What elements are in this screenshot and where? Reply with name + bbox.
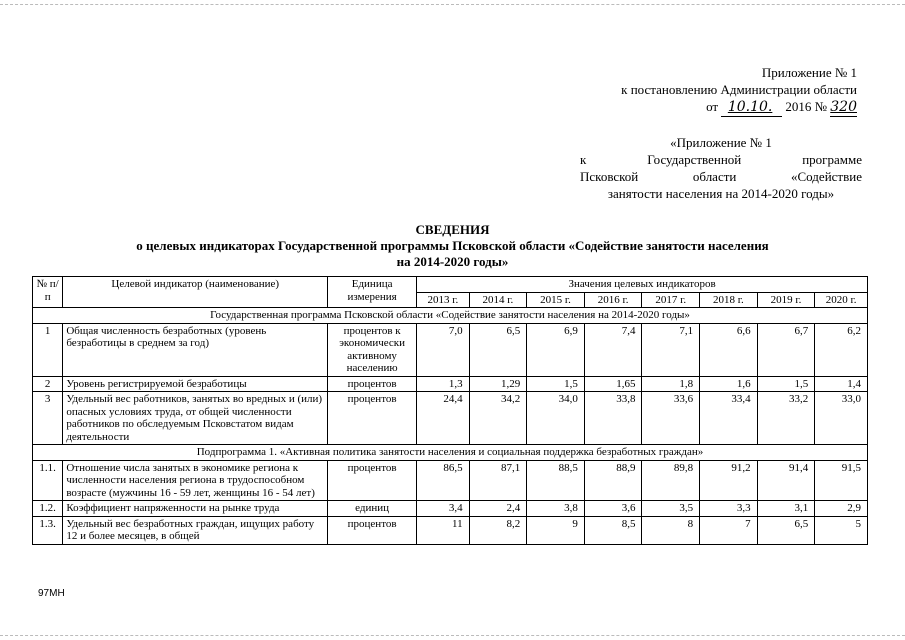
word: программе	[802, 152, 862, 167]
section-row	[33, 445, 868, 461]
row-value: 91,2	[700, 460, 758, 501]
number-handwritten: 320	[830, 99, 857, 115]
row-value: 3,6	[584, 501, 642, 517]
table-row	[33, 376, 868, 392]
document-heading	[20, 222, 885, 270]
approval-block	[557, 64, 857, 117]
row-value: 1,8	[642, 376, 700, 392]
row-value: 6,7	[757, 323, 815, 376]
row-num: 1.1.	[33, 460, 63, 501]
row-value: 33,4	[700, 392, 758, 445]
row-value: 88,5	[527, 460, 585, 501]
header-unit: Единица измерения	[328, 277, 417, 308]
row-value: 3,5	[642, 501, 700, 517]
row-value: 33,0	[815, 392, 868, 445]
row-value: 87,1	[469, 460, 527, 501]
date-prefix: от	[706, 99, 719, 114]
word: к	[580, 152, 587, 167]
heading-subtitle-2: на 2014-2020 годы»	[396, 254, 509, 269]
row-value: 88,9	[584, 460, 642, 501]
row-unit: единиц	[328, 501, 417, 517]
header-values-group: Значения целевых индикаторов	[417, 277, 868, 293]
header-year: 2020 г.	[815, 292, 868, 308]
row-indicator: Коэффициент напряженности на рынке труда	[63, 501, 328, 517]
row-value: 6,6	[700, 323, 758, 376]
row-value: 24,4	[417, 392, 470, 445]
row-indicator: Удельный вес безработных граждан, ищущих работу 12 и более месяцев, в общей	[63, 516, 328, 544]
row-value: 3,1	[757, 501, 815, 517]
indicators-table	[32, 276, 868, 545]
word: «Содействие	[791, 169, 862, 184]
table-row	[33, 392, 868, 445]
row-unit: процентов	[328, 392, 417, 445]
program-reference	[580, 134, 862, 202]
program-ref-line4: занятости населения на 2014-2020 годы»	[607, 186, 835, 201]
row-value: 7	[700, 516, 758, 544]
row-unit: процентов	[328, 376, 417, 392]
approval-decree-ref: к постановлению Администрации области	[621, 82, 857, 97]
row-value: 7,4	[584, 323, 642, 376]
header-year: 2016 г.	[584, 292, 642, 308]
row-value: 1,5	[527, 376, 585, 392]
section-subprogram-title: Подпрограмма 1. «Активная политика занятости населения и социальная поддержка безработных граждан»	[33, 445, 868, 461]
table-row	[33, 460, 868, 501]
row-value: 33,2	[757, 392, 815, 445]
date-field	[721, 98, 782, 117]
program-ref-title: «Приложение № 1	[670, 135, 772, 150]
row-num: 3	[33, 392, 63, 445]
row-value: 8	[642, 516, 700, 544]
row-value: 1,4	[815, 376, 868, 392]
row-value: 2,4	[469, 501, 527, 517]
row-value: 7,0	[417, 323, 470, 376]
heading-subtitle-1: о целевых индикаторах Государственной программы Псковской области «Содействие занятости населения	[136, 238, 769, 253]
row-value: 8,2	[469, 516, 527, 544]
row-value: 11	[417, 516, 470, 544]
row-value: 2,9	[815, 501, 868, 517]
row-unit: процентов к экономически активному населению	[328, 323, 417, 376]
document-code: 97МН	[38, 588, 65, 599]
row-value: 1,5	[757, 376, 815, 392]
row-indicator: Общая численность безработных (уровень безработицы в среднем за год)	[63, 323, 328, 376]
row-value: 7,1	[642, 323, 700, 376]
year-text: 2016 №	[785, 99, 828, 114]
section-program-title: Государственная программа Псковской области «Содействие занятости населения на 2014-2020 годы»	[33, 308, 868, 324]
row-value: 3,8	[527, 501, 585, 517]
number-field	[830, 98, 857, 117]
page-bottom-edge	[0, 635, 905, 636]
table-row	[33, 516, 868, 544]
row-value: 91,4	[757, 460, 815, 501]
header-year: 2015 г.	[527, 292, 585, 308]
row-num: 1	[33, 323, 63, 376]
row-value: 6,2	[815, 323, 868, 376]
row-num: 1.2.	[33, 501, 63, 517]
date-handwritten: 10.10.	[727, 99, 773, 115]
section-row	[33, 308, 868, 324]
row-value: 86,5	[417, 460, 470, 501]
heading-title: СВЕДЕНИЯ	[415, 222, 490, 237]
row-value: 6,5	[469, 323, 527, 376]
row-value: 8,5	[584, 516, 642, 544]
row-num: 2	[33, 376, 63, 392]
word: области	[692, 169, 737, 184]
row-value: 3,3	[700, 501, 758, 517]
row-value: 3,4	[417, 501, 470, 517]
row-value: 33,6	[642, 392, 700, 445]
row-value: 1,3	[417, 376, 470, 392]
header-year: 2014 г.	[469, 292, 527, 308]
row-value: 1,6	[700, 376, 758, 392]
row-unit: процентов	[328, 460, 417, 501]
row-indicator: Удельный вес работников, занятых во вредных и (или) опасных условиях труда, от общей численности работников по обследуемым Псковстатом видам деятельности	[63, 392, 328, 445]
table-row	[33, 501, 868, 517]
row-indicator: Уровень регистрируемой безработицы	[63, 376, 328, 392]
header-row	[33, 277, 868, 293]
word: Псковской	[580, 169, 639, 184]
row-value: 34,2	[469, 392, 527, 445]
approval-date-line	[557, 98, 857, 117]
row-value: 5	[815, 516, 868, 544]
table-row	[33, 323, 868, 376]
row-value: 6,5	[757, 516, 815, 544]
approval-title: Приложение № 1	[761, 65, 857, 80]
row-value: 91,5	[815, 460, 868, 501]
program-ref-line2	[580, 151, 862, 168]
program-ref-line3	[580, 168, 862, 185]
row-value: 1,65	[584, 376, 642, 392]
page-top-edge	[0, 4, 905, 5]
header-num: № п/п	[33, 277, 63, 308]
row-value: 1,29	[469, 376, 527, 392]
row-value: 89,8	[642, 460, 700, 501]
word: Государственной	[647, 152, 742, 167]
header-year: 2013 г.	[417, 292, 470, 308]
row-unit: процентов	[328, 516, 417, 544]
header-year: 2017 г.	[642, 292, 700, 308]
row-value: 34,0	[527, 392, 585, 445]
row-indicator: Отношение числа занятых в экономике региона к численности населения региона в трудоспособном возрасте (мужчины 16 - 59 лет, женщины 16 - 54 лет)	[63, 460, 328, 501]
row-value: 6,9	[527, 323, 585, 376]
header-year: 2018 г.	[700, 292, 758, 308]
row-num: 1.3.	[33, 516, 63, 544]
row-value: 33,8	[584, 392, 642, 445]
header-year: 2019 г.	[757, 292, 815, 308]
header-indicator: Целевой индикатор (наименование)	[63, 277, 328, 308]
row-value: 9	[527, 516, 585, 544]
